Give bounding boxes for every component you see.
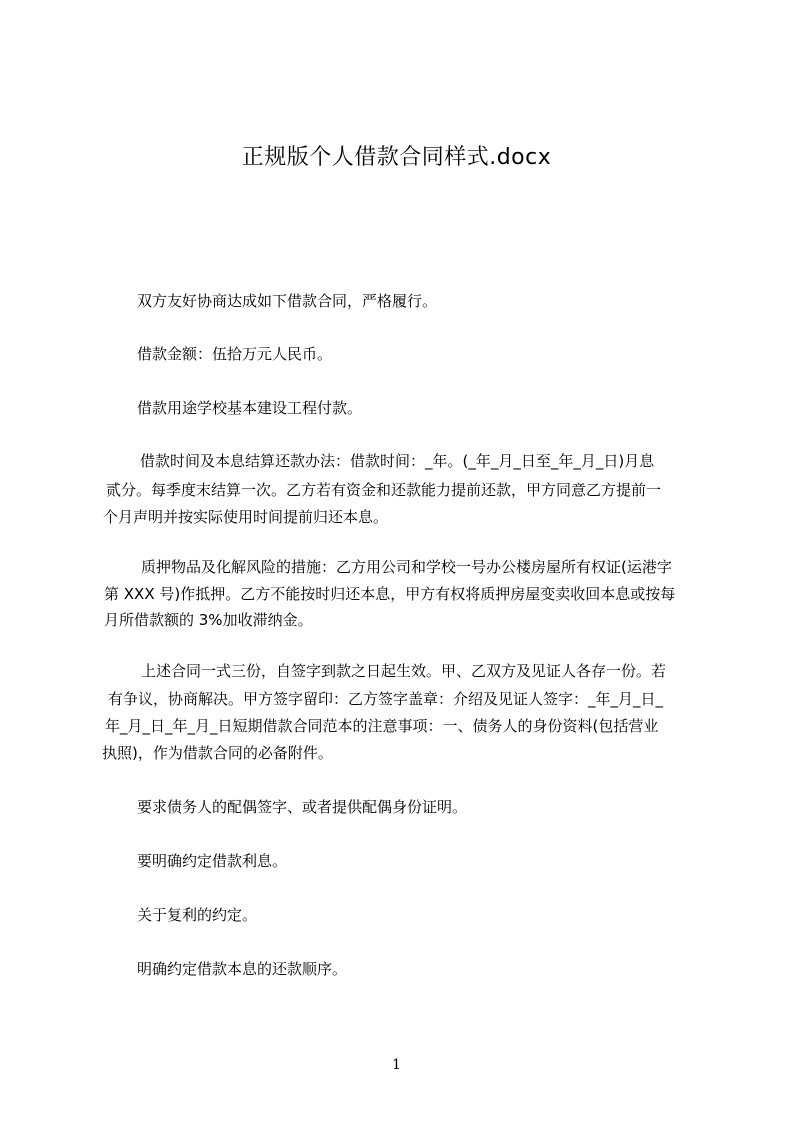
paragraph-line: 贰分。每季度末结算一次。乙方若有资金和还款能力提前还款，甲方同意乙方提前一 (106, 481, 662, 499)
paragraph-line: 第 XXX 号)作抵押。乙方不能按时归还本息，甲方有权将质押房屋变卖收回本息或按每 (104, 585, 676, 603)
paragraph-line: 明确约定借款本息的还款顺序。 (137, 960, 348, 978)
paragraph-line: 双方友好协商达成如下借款合同，严格履行。 (137, 292, 438, 310)
paragraph-line: 有争议，协商解决。甲方签字留印：乙方签字盖章：介绍及见证人签字：_年_月_日_ (108, 690, 664, 708)
paragraph-line: 借款金额：伍拾万元人民币。 (137, 345, 333, 363)
paragraph-line: 关于复利的约定。 (137, 906, 258, 924)
paragraph-line: 个月声明并按实际使用时间提前归还本息。 (103, 508, 389, 526)
page-number: 1 (392, 1057, 401, 1073)
paragraph-line: 借款用途学校基本建设工程付款。 (137, 399, 363, 417)
paragraph-line: 上述合同一式三份，自签字到款之日起生效。甲、乙双方及见证人各存一份。若 (141, 662, 667, 680)
paragraph-line: 质押物品及化解风险的措施：乙方用公司和学校一号办公楼房屋所有权证(运港字 (141, 558, 672, 576)
paragraph-line: 年_月_日_年_月_日短期借款合同范本的注意事项：一、债务人的身份资料(包括营业 (105, 717, 659, 735)
paragraph-line: 月所借款额的 3%加收滞纳金。 (104, 611, 313, 629)
paragraph-line: 借款时间及本息结算还款办法：借款时间：_年。(_年_月_日至_年_月_日)月息 (140, 452, 655, 470)
paragraph-line: 要求债务人的配偶签字、或者提供配偶身份证明。 (137, 798, 468, 816)
paragraph-line: 执照)，作为借款合同的必备附件。 (102, 744, 333, 762)
paragraph-line: 要明确约定借款利息。 (137, 852, 288, 870)
document-title: 正规版个人借款合同样式.docx (241, 145, 552, 170)
